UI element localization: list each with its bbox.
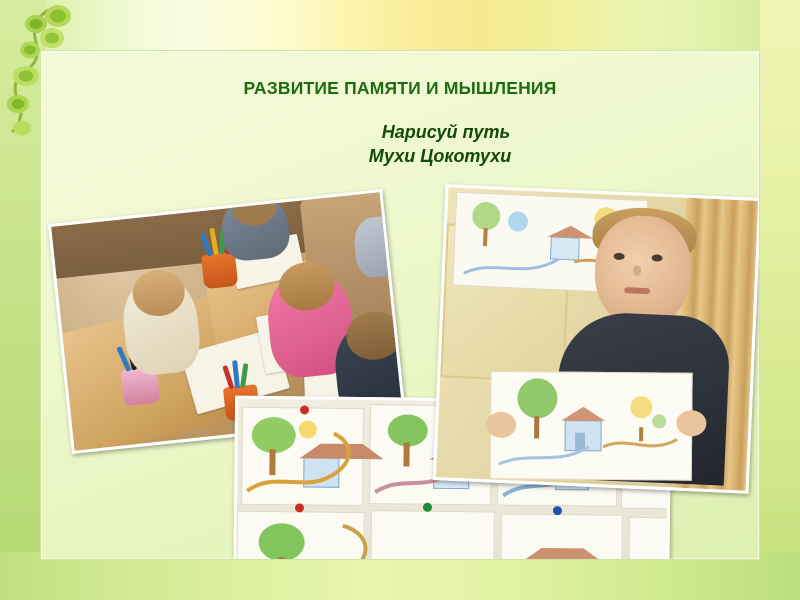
slide-subtitle <box>281 121 611 169</box>
subtitle-line-1: Нарисуй путь <box>381 122 511 142</box>
subtitle-line-2: Мухи Цокотухи <box>368 145 512 166</box>
decorative-frame-right <box>760 0 800 600</box>
slide-content-card <box>40 50 760 560</box>
photo-boy-holding-drawing <box>433 184 760 494</box>
page-title: РАЗВИТИЕ ПАМЯТИ И МЫШЛЕНИЯ <box>243 78 557 98</box>
